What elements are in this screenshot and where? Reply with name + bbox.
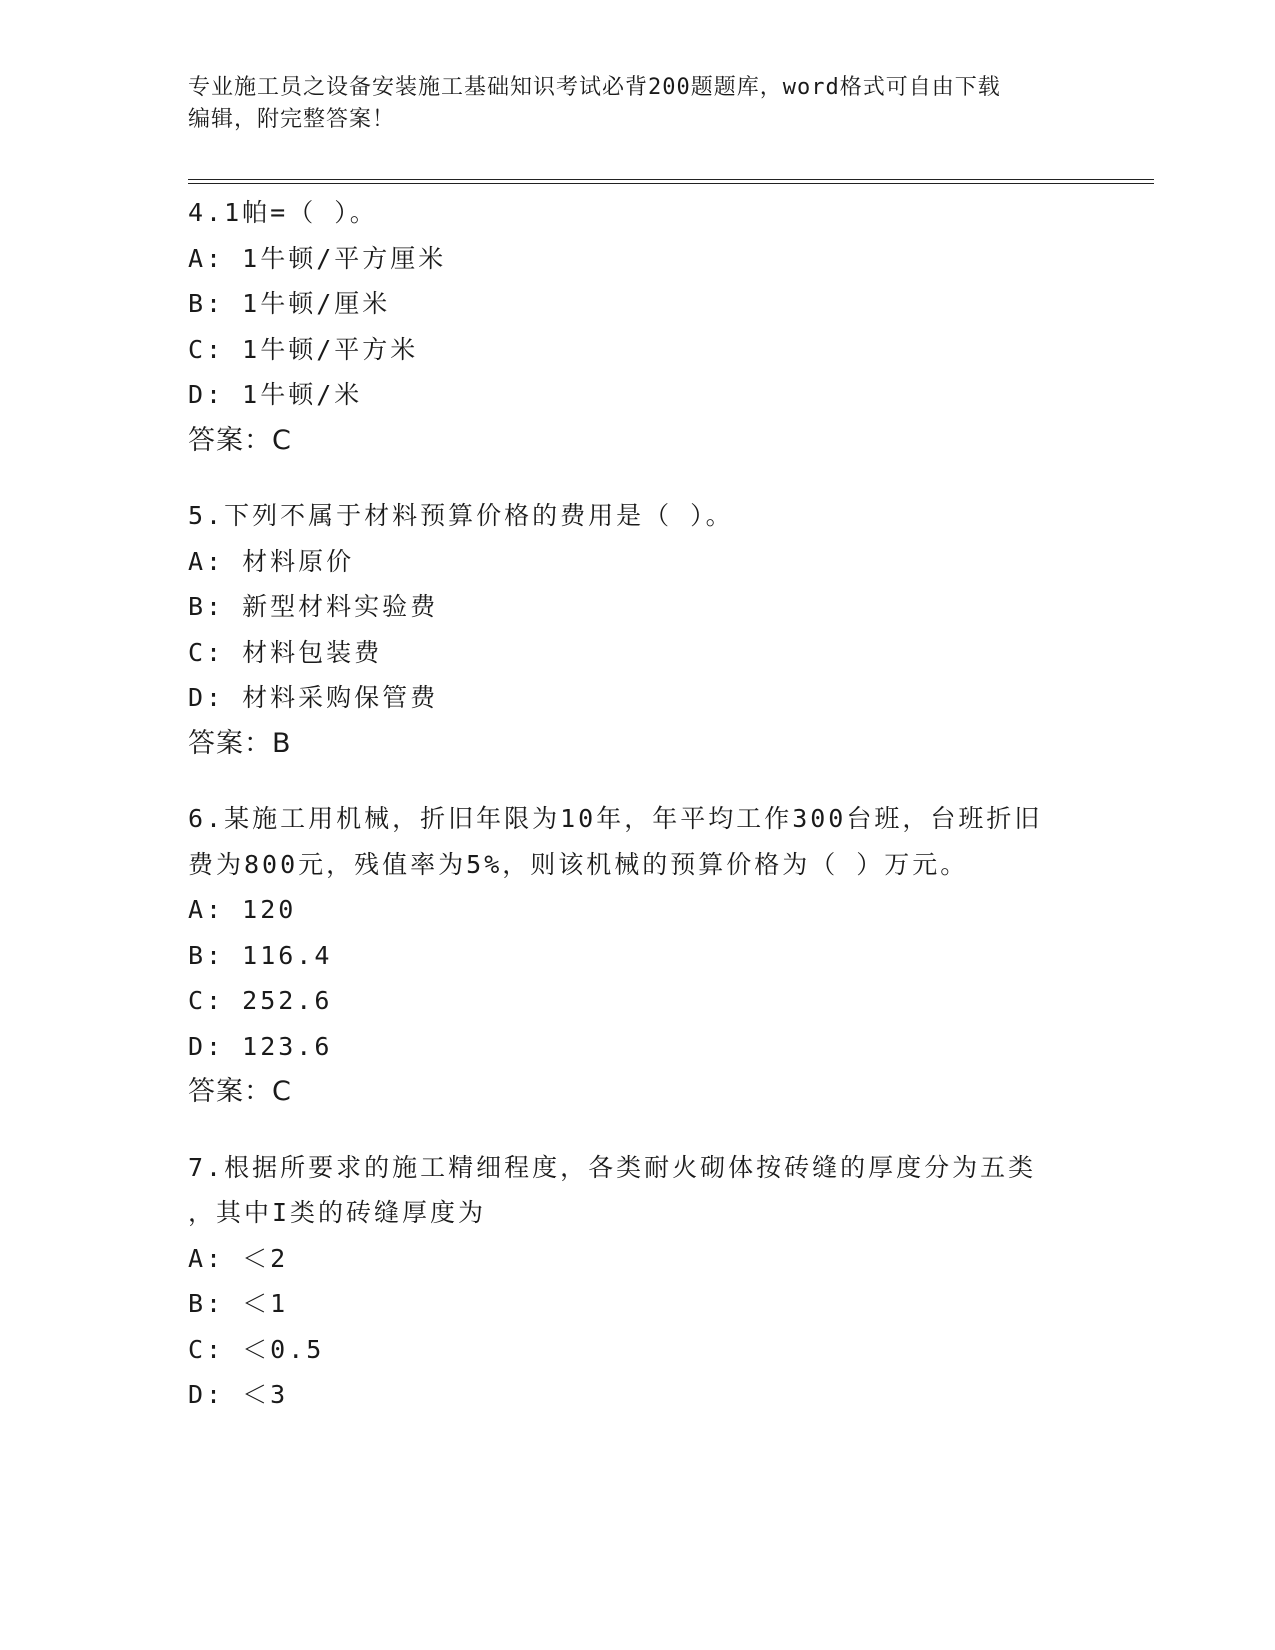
question-stem: 7.根据所要求的施工精细程度，各类耐火砌体按砖缝的厚度分为五类: [188, 1152, 1037, 1182]
answer-label: 答案：B: [188, 727, 292, 759]
option-c: C: 252.6: [188, 986, 333, 1015]
question-stem: 6.某施工用机械，折旧年限为10年，年平均工作300台班，台班折旧: [188, 804, 1043, 833]
option-d: D: 1牛顿/米: [188, 380, 363, 409]
answer-label: 答案：C: [188, 424, 292, 456]
option-a: A: ＜2: [188, 1243, 289, 1273]
option-a: A: 120: [188, 895, 297, 924]
option-a: A: 1牛顿/平方厘米: [188, 243, 447, 273]
option-c: C: ＜0.5: [188, 1334, 325, 1364]
header-divider-top: [188, 179, 1154, 180]
option-b: B: 新型材料实验费: [188, 592, 439, 621]
option-b: B: 116.4: [188, 940, 333, 970]
question-list: [188, 190, 1088, 1448]
option-d: D: 123.6: [188, 1031, 333, 1061]
question-stem: 4.1帕=（ ）。: [188, 198, 378, 227]
question-stem: 5.下列不属于材料预算价格的费用是（ ）。: [188, 501, 734, 530]
question-block: [188, 796, 1088, 1115]
option-b: B: ＜1: [188, 1289, 289, 1318]
question-stem-continued: ，其中I类的砖缝厚度为: [188, 1198, 487, 1227]
option-c: C: 材料包装费: [188, 637, 383, 667]
question-block: [188, 1145, 1088, 1418]
option-b: B: 1牛顿/厘米: [188, 289, 391, 318]
option-c: C: 1牛顿/平方米: [188, 334, 419, 364]
document-header: [188, 72, 1088, 136]
question-block: [188, 493, 1088, 766]
header-title-line-1: 专业施工员之设备安装施工基础知识考试必背200题题库，word格式可自由下载: [188, 75, 1001, 100]
header-title-line-2: 编辑，附完整答案！: [188, 107, 396, 132]
answer-label: 答案：C: [188, 1076, 292, 1107]
question-stem-continued: 费为800元，残值率为5%，则该机械的预算价格为（ ）万元。: [188, 849, 969, 879]
question-block: [188, 190, 1088, 463]
option-a: A: 材料原价: [188, 546, 355, 576]
option-d: D: 材料采购保管费: [188, 683, 439, 712]
option-d: D: ＜3: [188, 1380, 289, 1409]
header-divider-bottom: [188, 183, 1154, 184]
